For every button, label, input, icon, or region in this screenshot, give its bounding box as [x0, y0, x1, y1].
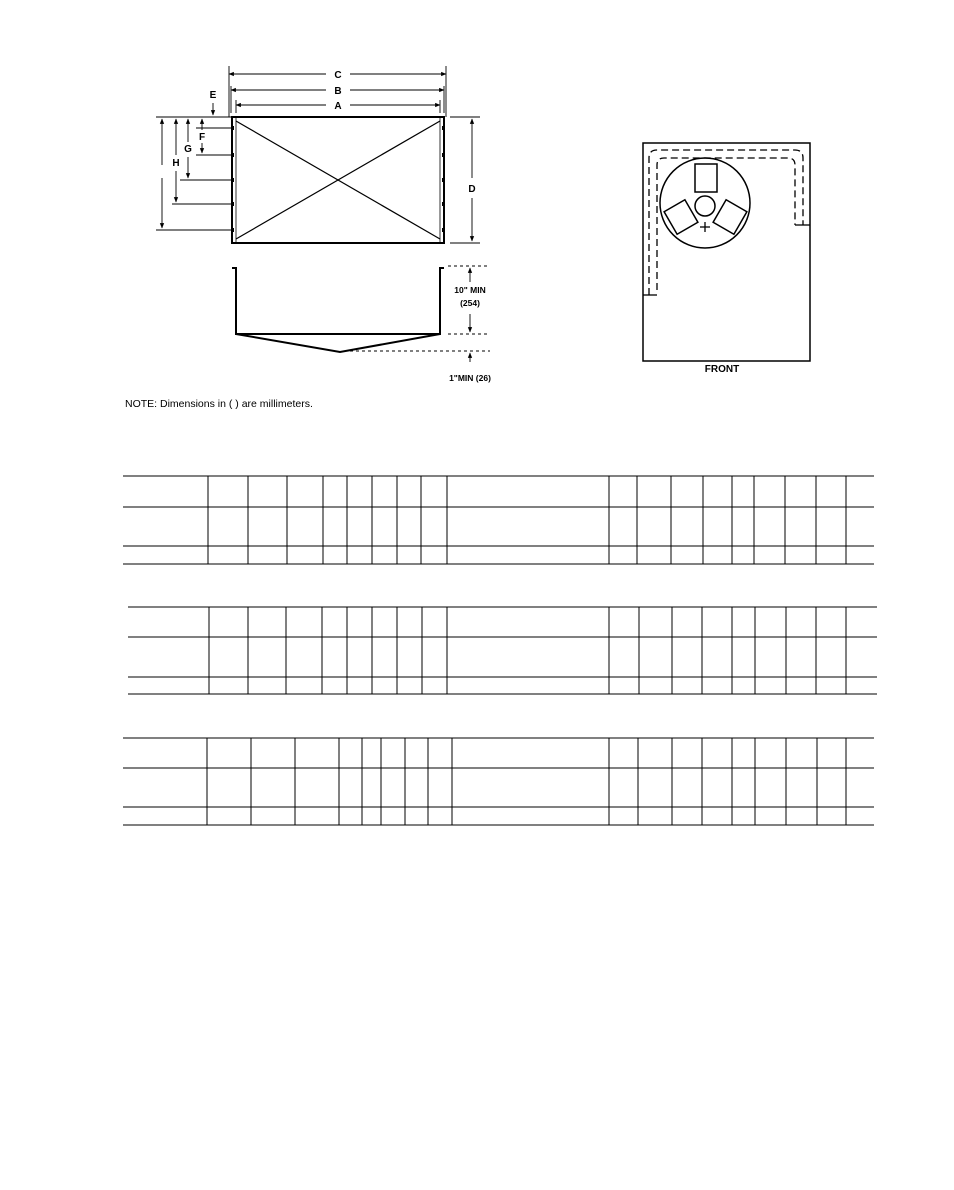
drain-min-mm-label: (254)	[460, 298, 480, 308]
label-d: D	[468, 184, 476, 195]
label-f: F	[198, 132, 206, 143]
drain-min-label: 10" MIN	[454, 285, 486, 295]
label-e: E	[209, 90, 217, 101]
grid-table-1	[123, 476, 874, 564]
label-c: C	[334, 70, 342, 81]
label-a: A	[334, 101, 342, 112]
note-text: NOTE: Dimensions in ( ) are millimeters.	[125, 398, 313, 410]
slope-min-label: 1"MIN (26)	[449, 373, 491, 383]
front-label: FRONT	[704, 364, 740, 375]
label-h: H	[172, 158, 180, 169]
label-b: B	[334, 86, 342, 97]
grid-table-2	[128, 607, 877, 694]
label-g: G	[184, 144, 192, 155]
grid-table-3	[123, 738, 874, 825]
